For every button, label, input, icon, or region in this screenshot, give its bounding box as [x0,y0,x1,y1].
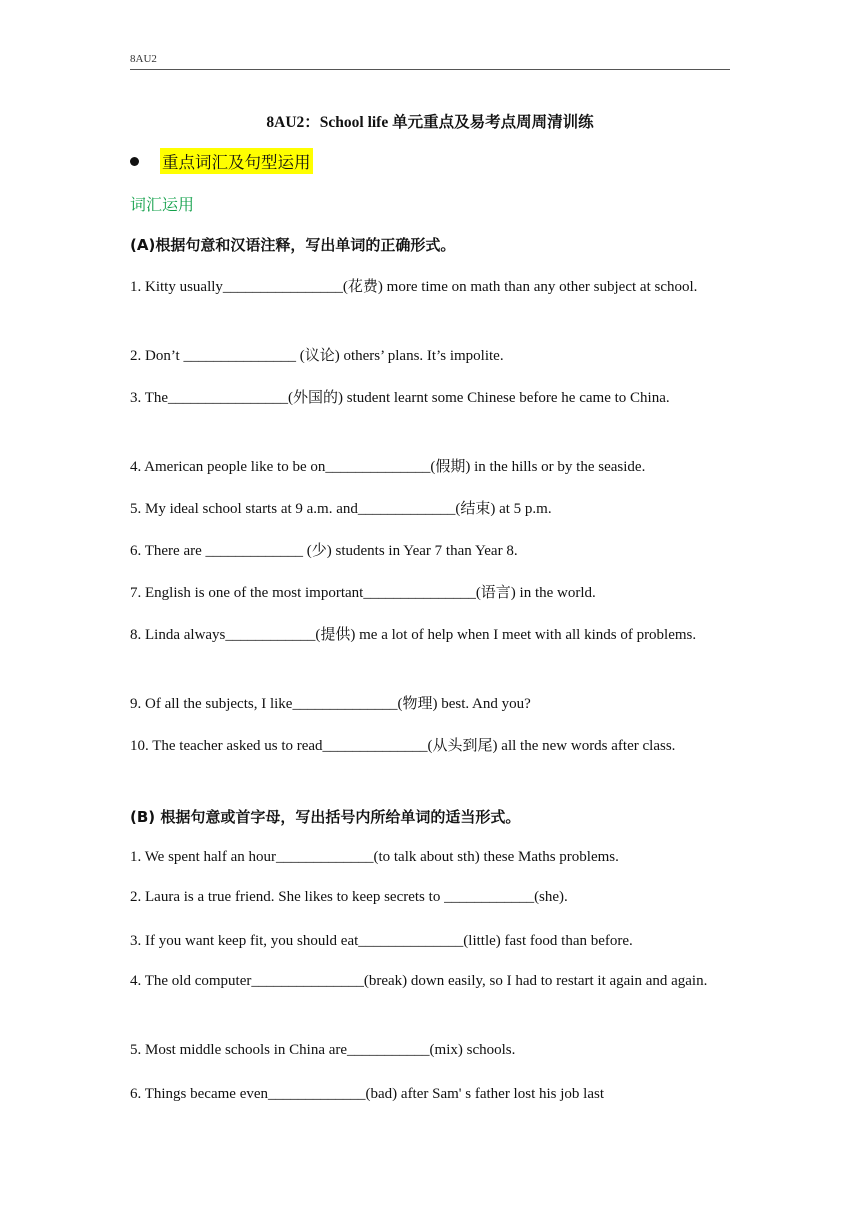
part-b-question-1: 1. We spent half an hour_____________(to talk about sth) these Maths problems. [130,849,619,865]
part-a-instruction: (A)根据句意和汉语注释，写出单词的正确形式。 [130,236,456,254]
part-a-question-5: 5. My ideal school starts at 9 a.m. and_____________(结束) at 5 p.m. [130,501,552,517]
part-a-question-3: 3. The________________(外国的) student learnt some Chinese before he came to China. [130,390,670,406]
part-a-question-8: 8. Linda always____________(提供) me a lot of help when I meet with all kinds of problems. [130,627,697,643]
part-b-instruction: (B) 根据句意或首字母，写出括号内所给单词的适当形式。 [130,808,521,826]
part-b-question-6: 6. Things became even_____________(bad) after Sam' s father lost his job last [130,1086,604,1102]
part-a-question-10: 10. The teacher asked us to read______________(从头到尾) all the new words after class. [130,738,676,754]
header-text: 8AU2 [130,53,157,65]
section-heading [130,148,313,174]
section-label: 重点词汇及句型运用 [160,148,313,174]
part-b-question-2: 2. Laura is a true friend. She likes to keep secrets to ____________(she). [130,889,568,905]
part-a-question-1: 1. Kitty usually________________(花费) more time on math than any other subject at school. [130,279,698,295]
part-a-question-2: 2. Don’t _______________ (议论) others’ plans. It’s impolite. [130,348,504,364]
part-b-question-4: 4. The old computer_______________(break) down easily, so I had to restart it again and again. [130,973,708,989]
subheading: 词汇运用 [130,195,195,214]
header-rule [130,69,730,70]
part-a-question-7: 7. English is one of the most important_______________(语言) in the world. [130,585,596,601]
part-b-question-5: 5. Most middle schools in China are___________(mix) schools. [130,1042,516,1058]
document-title: 8AU2：School life 单元重点及易考点周周清训练 [266,114,594,131]
bullet-icon [130,157,139,166]
part-a-question-6: 6. There are _____________ (少) students in Year 7 than Year 8. [130,543,518,559]
part-a-question-4: 4. American people like to be on______________(假期) in the hills or by the seaside. [130,459,646,475]
part-a-question-9: 9. Of all the subjects, I like______________(物理) best. And you? [130,696,531,712]
part-b-question-3: 3. If you want keep fit, you should eat______________(little) fast food than before. [130,933,633,949]
